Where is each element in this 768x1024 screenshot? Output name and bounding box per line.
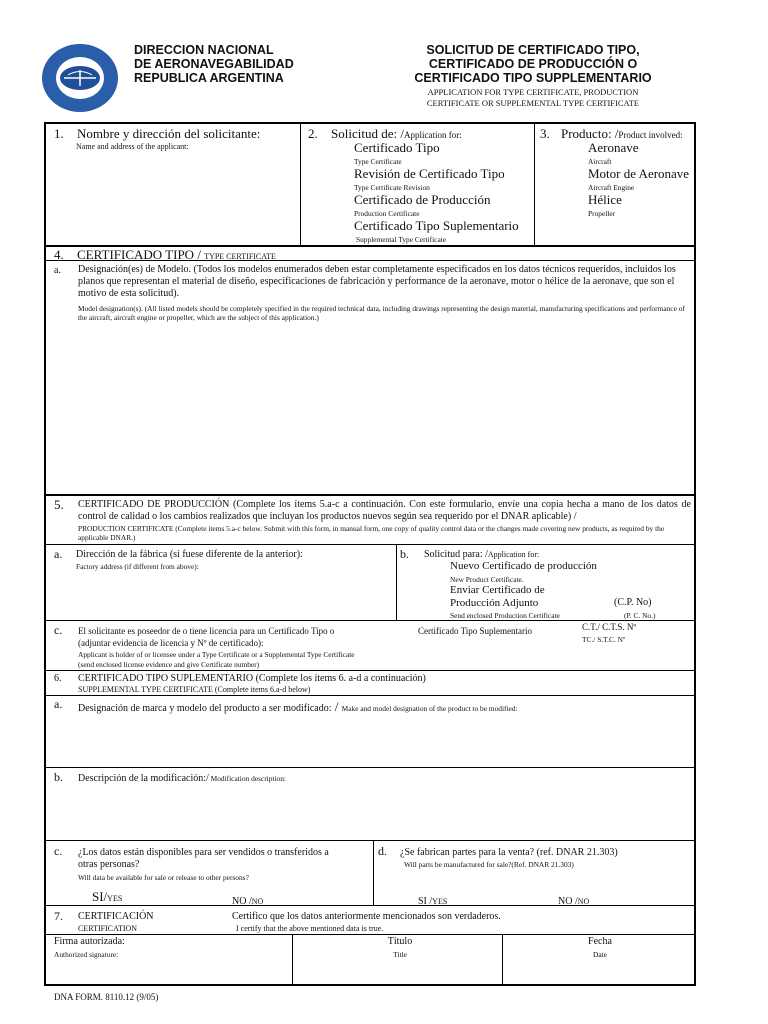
- section-3-label-en: Product involved:: [618, 130, 683, 140]
- option-label: Motor de Aeronave: [588, 166, 690, 181]
- date-label: Fecha: [588, 936, 612, 947]
- product-options: [588, 140, 692, 218]
- ct-cts-number-label: C.T./ C.T.S. Nº: [582, 622, 637, 632]
- option-label: Certificado Tipo: [354, 140, 440, 155]
- option-supplemental-type-certificate[interactable]: [354, 218, 530, 244]
- modification-description-label-en: Modification description:: [208, 774, 286, 783]
- application-for-label-en: Application for:: [487, 550, 540, 559]
- no-label: NO /: [558, 896, 578, 907]
- option-6c-no[interactable]: [232, 891, 263, 909]
- section-2-header: [308, 126, 462, 141]
- section-6-label: CERTIFICADO TIPO SUPLEMENTARIO (Complete los ítems 6. a-d a continuación): [78, 673, 426, 684]
- cp-number-label: (C.P. No): [614, 597, 652, 608]
- option-label-en: Aircraft: [588, 157, 612, 166]
- section-4-label-en: TYPE CERTIFICATE: [204, 252, 276, 261]
- factory-address-label: Dirección de la fábrica (si fuese diferente de la anterior):: [76, 549, 303, 560]
- section-6c-letter: c.: [54, 844, 63, 858]
- section-3-number: 3.: [540, 126, 550, 141]
- form-title-line1: SOLICITUD DE CERTIFICADO TIPO,: [426, 43, 640, 57]
- no-label-en: NO: [251, 897, 264, 906]
- option-label-en-text: Send enclosed Production Certificate: [450, 611, 560, 620]
- section-6a-header: [78, 699, 518, 715]
- factory-address-label-en: Factory address (if different from above):: [76, 562, 199, 571]
- application-type-options: [354, 140, 530, 244]
- option-aircraft-engine[interactable]: [588, 166, 692, 192]
- title-label-en: Title: [393, 950, 407, 959]
- form-title-line3: CERTIFICADO TIPO SUPPLEMENTARIO: [414, 71, 652, 85]
- section-5-number: 5.: [54, 497, 64, 512]
- section-4-number: 4.: [54, 247, 64, 262]
- section-5c-text-en2: (send enclosed license evidence and give Certificate number): [78, 660, 260, 669]
- option-6d-no[interactable]: [558, 891, 589, 909]
- option-6d-yes[interactable]: [418, 891, 447, 909]
- option-label: Revisión de Certificado Tipo: [354, 166, 505, 181]
- option-label: Nuevo Certificado de producción: [450, 560, 597, 572]
- section-5a-letter: a.: [54, 547, 63, 561]
- option-propeller[interactable]: [588, 192, 692, 218]
- option-label: Aeronave: [588, 140, 639, 155]
- title-label: Título: [387, 936, 413, 947]
- date-label-en: Date: [593, 950, 607, 959]
- section-6b-letter: b.: [54, 770, 63, 784]
- option-label: Certificado Tipo Suplementario: [354, 218, 519, 233]
- agency-seal: [40, 42, 120, 114]
- option-supplemental-type-certificate-5c[interactable]: Certificado Tipo Suplementario: [418, 626, 532, 636]
- section-6d-label-en: Will parts be manufactured for sale?(Ref. DNAR 21.303): [404, 860, 574, 869]
- signature-field[interactable]: [50, 962, 288, 982]
- option-label: Certificado de Producción: [354, 192, 491, 207]
- applicant-name-address-field[interactable]: [54, 156, 294, 240]
- no-label: NO /: [232, 896, 252, 907]
- signature-label: Firma autorizada:: [54, 936, 125, 947]
- section-5c-text: El solicitante es poseedor de o tiene licencia para un Certificado Tipo o: [78, 626, 335, 636]
- section-1-label: Nombre y dirección del solicitante:: [77, 126, 261, 141]
- option-label-line1: Enviar Certificado de: [450, 584, 545, 596]
- section-4a-letter: a.: [54, 265, 61, 276]
- option-label-en: New Product Certificate.: [450, 575, 524, 584]
- option-send-enclosed-production-certificate[interactable]: [450, 584, 690, 620]
- no-label-en: NO: [577, 897, 590, 906]
- section-7-label-en: CERTIFICATION: [78, 924, 138, 933]
- make-model-slash: /: [331, 699, 342, 714]
- section-3-label: Producto: /: [561, 126, 619, 141]
- section-6d-label: ¿Se fabrican partes para la venta? (ref. DNAR 21.303): [400, 847, 618, 858]
- option-type-certificate-revision[interactable]: [354, 166, 530, 192]
- section-5-description: CERTIFICADO DE PRODUCCIÓN (Complete los ítems 5.a-c a continuación. Con este formulario, envíe una copia hecha a mano de los datos de control de calidad o los cambios realizados que incluyan los productos nuevos según sea requerido por el DNAR aplicable) /: [78, 499, 691, 522]
- section-5b-letter: b.: [400, 547, 409, 561]
- yes-label-en: YES: [107, 894, 123, 903]
- section-6c-label-line1: ¿Los datos están disponibles para ser vendidos o transferidos a: [78, 847, 329, 858]
- certification-statement: Certifico que los datos anteriormente mencionados son verdaderos.: [232, 911, 501, 922]
- section-6-label-en: SUPPLEMENTAL TYPE CERTIFICATE (Complete items 6.a-d below): [78, 685, 311, 694]
- yes-label: SI /: [418, 896, 433, 907]
- section-5-description-en: PRODUCTION CERTIFICATE (Complete items 5.a-c below. Submit with this form, in manual form, one copy of quality control data or the changes made covering new products, as required by the applicable DNAR.): [78, 524, 665, 542]
- modification-description-field[interactable]: [54, 788, 690, 836]
- section-4-label: CERTIFICADO TIPO /: [77, 247, 201, 262]
- section-4a-description: Designación(es) de Modelo. (Todos los modelos enumerados deben estar completamente especificados en los datos técnicos requeridos, incluidos los planos que representan el material de diseño, especificaciones de fabricación y performance de la aeronave, motor o hélice de la aeronave, que son el motivo de esta solicitud).: [78, 264, 676, 299]
- signature-label-en: Authorized signature:: [54, 950, 119, 959]
- section-5c-text-line2: (adjuntar evidencia de licencia y Nº de certificado):: [78, 638, 264, 648]
- section-6a-letter: a.: [54, 697, 63, 711]
- option-label-line2-text: Producción Adjunto: [450, 597, 539, 609]
- section-3-header: [540, 126, 683, 141]
- option-label-en: Type Certificate: [354, 157, 402, 166]
- section-6-number: 6.: [54, 673, 62, 684]
- option-label-line2: [450, 597, 690, 610]
- option-label: Hélice: [588, 192, 622, 207]
- title-field[interactable]: [296, 962, 498, 982]
- section-6b-header: [78, 773, 286, 785]
- yes-label-en: YES: [432, 897, 448, 906]
- section-7-label: CERTIFICACIÓN: [78, 911, 154, 922]
- section-5c-text-en1: Applicant is holder of or licensee under a Type Certificate or a Supplemental Type Certificate: [78, 650, 355, 659]
- section-2-label: Solicitud de: /: [331, 126, 404, 141]
- option-aircraft[interactable]: [588, 140, 692, 166]
- option-label-en: Propeller: [588, 209, 616, 218]
- section-1-header: [54, 126, 260, 141]
- option-label-en: Production Certificate: [354, 209, 420, 218]
- modification-description-label: Descripción de la modificación:/: [78, 773, 209, 784]
- certification-statement-en: I certify that the above mentioned data is true.: [236, 924, 384, 933]
- option-label-en: Aircraft Engine: [588, 183, 635, 192]
- form-title-en-line1: APPLICATION FOR TYPE CERTIFICATE, PRODUCTION: [427, 87, 639, 97]
- option-new-production-certificate[interactable]: [450, 560, 690, 584]
- make-model-label: Designación de marca y modelo del producto a ser modificado:: [78, 703, 332, 714]
- option-6c-yes[interactable]: [92, 888, 122, 906]
- option-label-en: Supplemental Type Certificate: [356, 235, 447, 244]
- section-6c-label-line2: otras personas?: [78, 859, 140, 870]
- section-2-number: 2.: [308, 126, 318, 141]
- date-field[interactable]: [506, 962, 692, 982]
- yes-label: SI/: [92, 889, 108, 904]
- section-4a-description-en: Model designation(s). (All listed models should be completely specified in the required technical data, including drawings representing the design material, manufacturing specifications and performance of the aircraft, aircraft engine or propeller, which are the subject of this application.): [78, 304, 685, 322]
- make-model-label-en: Make and model designation of the product to be modified:: [341, 704, 518, 713]
- option-label-en: Type Certificate Revision: [354, 183, 430, 192]
- option-production-certificate[interactable]: [354, 192, 530, 218]
- section-1-number: 1.: [54, 126, 64, 141]
- option-label-en: [450, 611, 690, 620]
- option-type-certificate[interactable]: [354, 140, 530, 166]
- form-identifier: DNA FORM. 8110.12 (9/05): [54, 992, 159, 1002]
- form-title-line2: CERTIFICADO DE PRODUCCIÓN O: [428, 57, 638, 71]
- section-6c-label-en: Will data be available for sale or release to other persons?: [78, 873, 249, 882]
- factory-address-field[interactable]: [54, 574, 390, 616]
- model-designation-field[interactable]: [54, 330, 690, 490]
- agency-name-line2: DE AERONAVEGABILIDAD: [134, 57, 294, 71]
- tc-stc-number-label: TC./ S.T.C. Nº: [582, 635, 626, 644]
- section-6d-letter: d.: [378, 844, 387, 858]
- pc-number-label: (P. C. No.): [624, 611, 656, 620]
- section-5c-letter: c.: [54, 623, 63, 637]
- make-model-field[interactable]: [54, 714, 690, 764]
- section-2-label-en: Application for:: [403, 130, 462, 140]
- application-for-label: Solicitud para: /: [424, 549, 488, 560]
- agency-name-line1: DIRECCION NACIONAL: [134, 43, 274, 57]
- section-4-header: [54, 247, 276, 262]
- agency-name-line3: REPUBLICA ARGENTINA: [134, 71, 284, 85]
- section-1-label-en: Name and address of the applicant:: [76, 142, 189, 151]
- section-7-number: 7.: [54, 909, 63, 923]
- form-title-en-line2: CERTIFICATE OR SUPPLEMENTAL TYPE CERTIFICATE: [426, 98, 640, 108]
